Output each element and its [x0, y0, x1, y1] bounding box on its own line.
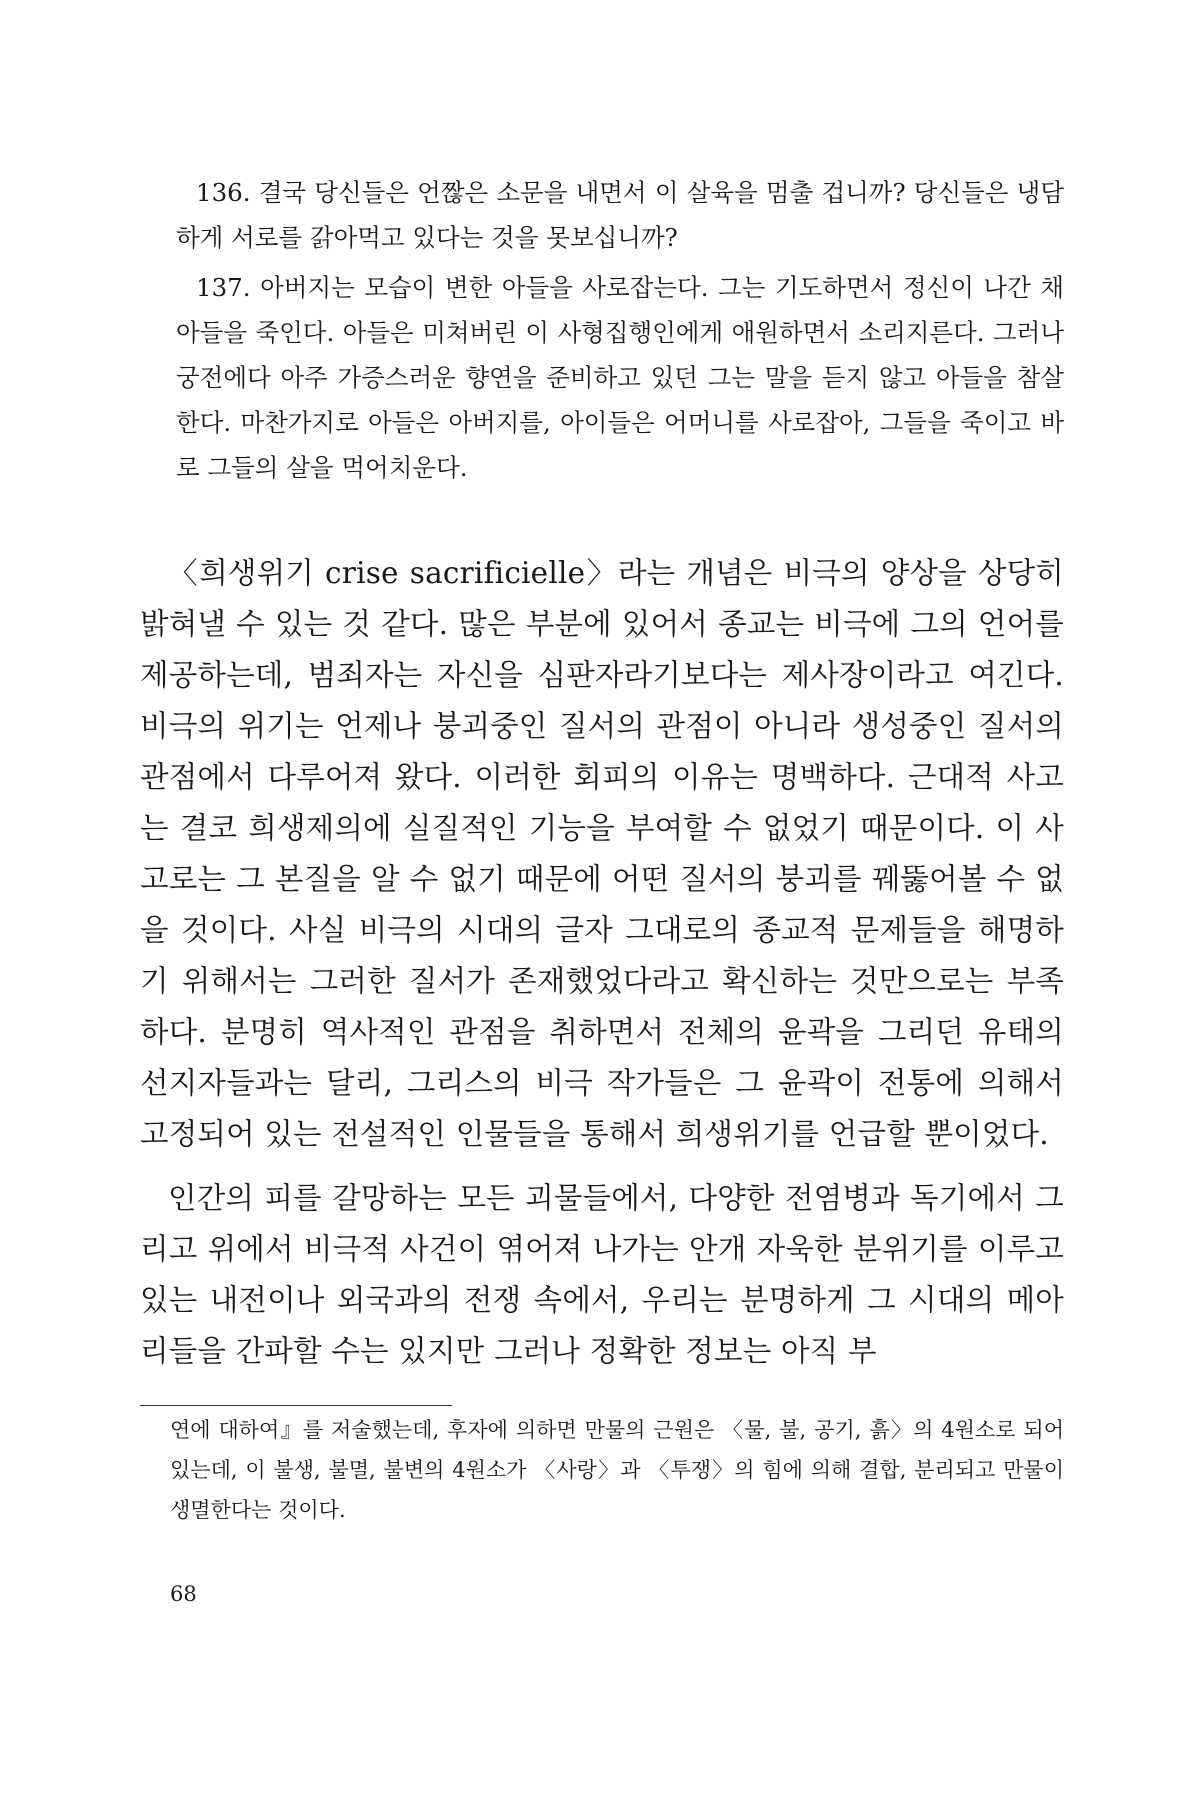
quoted-passage [176, 170, 1064, 495]
footnote-divider [140, 1405, 452, 1406]
body-paragraph-1: 〈희생위기 crise sacrificielle〉라는 개념은 비극의 양상을 상당히 밝혀낼 수 있는 것 같다. 많은 부분에 있어서 종교는 비극에 그의 언어를 제공하는데, 범죄자는 자신을 심판자라기보다는 제사장이라고 여긴다. 비극의 위기는 언제나 붕괴중인 질서의 관점이 아니라 생성중인 질서의 관점에서 다루어져 왔다. 이러한 회피의 이유는 명백하다. 근대적 사고는 결코 희생제의에 실질적인 기능을 부여할 수 없었기 때문이다. 이 사고로는 그 본질을 알 수 없기 때문에 어떤 질서의 붕괴를 꿰뚫어볼 수 없을 것이다. 사실 비극의 시대의 글자 그대로의 종교적 문제들을 해명하기 위해서는 그러한 질서가 존재했었다라고 확신하는 것만으로는 부족하다. 분명히 역사적인 관점을 취하면서 전체의 윤곽을 그리던 유태의 선지자들과는 달리, 그리스의 비극 작가들은 그 윤곽이 전통에 의해서 고정되어 있는 전설적인 인물들을 통해서 희생위기를 언급할 뿐이었다. [140, 556, 1064, 1151]
footnote-text: 연에 대하여』를 저술했는데, 후자에 의하면 만물의 근원은 〈물, 불, 공기, 흙〉의 4원소로 되어 있는데, 이 불생, 불멸, 불변의 4원소가 〈사랑〉과 〈투쟁〉의 힘에 의해 결합, 분리되고 만물이 생멸한다는 것이다. [170, 1418, 1064, 1522]
quote-137: 137. 아버지는 모습이 변한 아들을 사로잡는다. 그는 기도하면서 정신이 나간 채 아들을 죽인다. 아들은 미쳐버린 이 사형집행인에게 애원하면서 소리지른다. 그러나 궁전에다 아주 가증스러운 향연을 준비하고 있던 그는 말을 듣지 않고 아들을 참살한다. 마찬가지로 아들은 아버지를, 아이들은 어머니를 사로잡아, 그들을 죽이고 바로 그들의 살을 먹어치운다. [176, 273, 1064, 482]
quote-136: 136. 결국 당신들은 언짢은 소문을 내면서 이 살육을 멈출 겁니까? 당신들은 냉담하게 서로를 갉아먹고 있다는 것을 못보십니까? [176, 178, 1064, 252]
body-paragraph-2: 인간의 피를 갈망하는 모든 괴물들에서, 다양한 전염병과 독기에서 그리고 위에서 비극적 사건이 엮어져 나가는 안개 자욱한 분위기를 이루고 있는 내전이나 외국과의 전쟁 속에서, 우리는 분명하게 그 시대의 메아리들을 간파할 수는 있지만 그러나 정확한 정보는 아직 부 [140, 1181, 1064, 1368]
page-number: 68 [170, 1582, 197, 1606]
main-body-text [140, 548, 1064, 1390]
